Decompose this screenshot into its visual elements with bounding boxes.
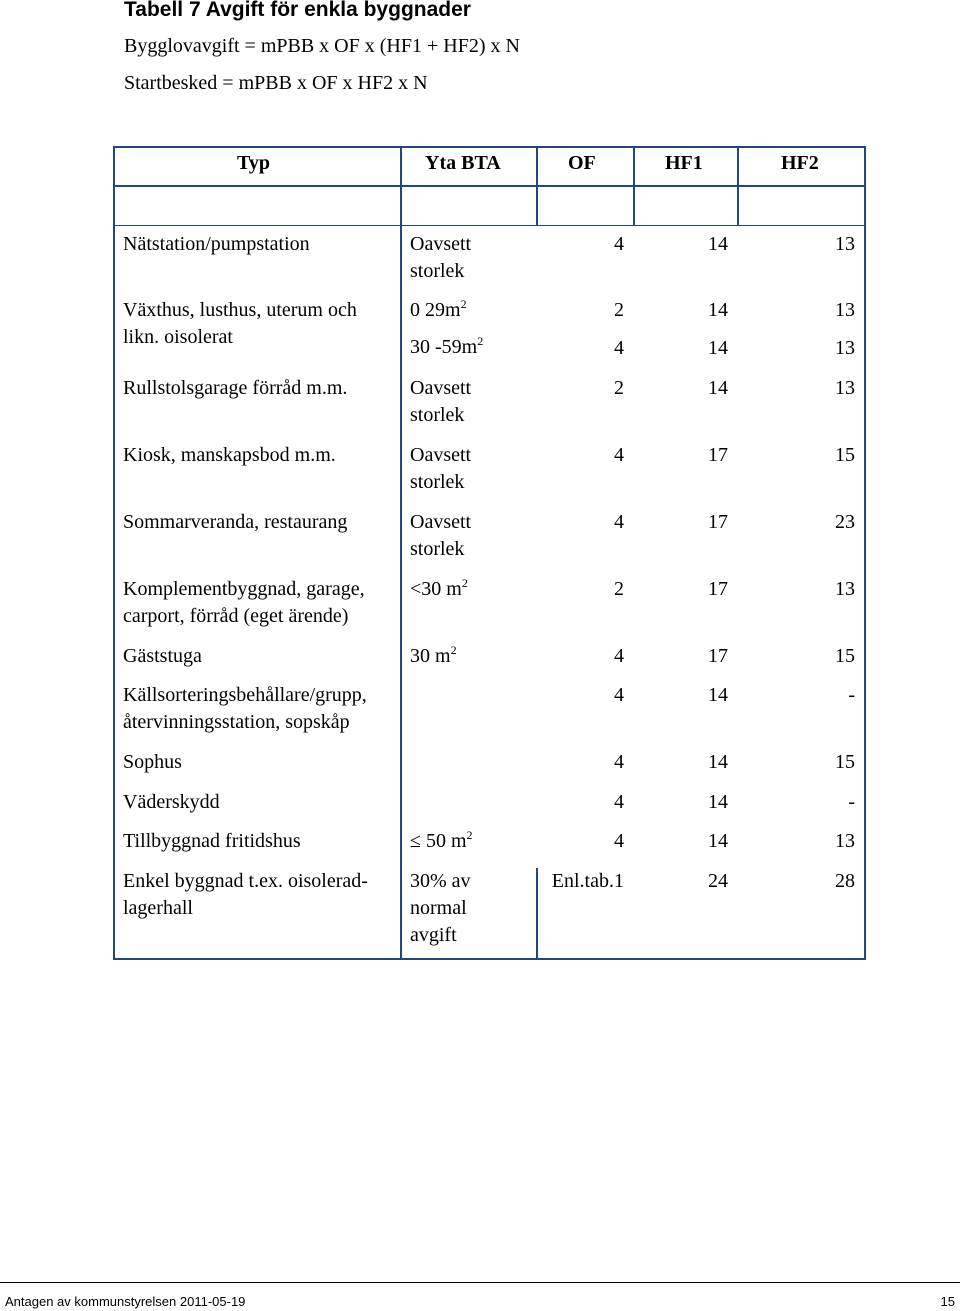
- row-hf2: 28: [835, 870, 855, 892]
- row-hf1: 14: [708, 337, 728, 359]
- row-type: Gäststuga: [123, 645, 202, 667]
- row-area: storlek: [410, 471, 465, 493]
- row-type: lagerhall: [123, 897, 193, 919]
- row-hf2: 13: [835, 377, 855, 399]
- row-type: Källsorteringsbehållare/grupp,: [123, 684, 367, 706]
- header-typ: Typ: [237, 152, 270, 174]
- row-type: Kiosk, manskapsbod m.m.: [123, 444, 336, 466]
- table-heading: Tabell 7 Avgift för enkla byggnader: [124, 0, 471, 21]
- row-of: 4: [614, 791, 624, 813]
- row-area-value: 30 -59m: [410, 336, 478, 358]
- row-type: Sophus: [123, 751, 182, 773]
- row-area-value: 30 m: [410, 645, 451, 667]
- row-of: 2: [614, 377, 624, 399]
- row-type: återvinningsstation, sopskåp: [123, 711, 350, 733]
- row-of: 4: [614, 645, 624, 667]
- header-hf1: HF1: [665, 152, 703, 174]
- table-border-top: [113, 146, 866, 148]
- row-type: likn. oisolerat: [123, 326, 233, 348]
- row-hf2: 13: [835, 233, 855, 255]
- row-type: Sommarveranda, restaurang: [123, 511, 348, 533]
- row-area: normal: [410, 897, 467, 919]
- row-area: storlek: [410, 538, 465, 560]
- row-area: Oavsett: [410, 511, 472, 533]
- row-area: 30% av: [410, 870, 471, 892]
- row-hf2: -: [848, 791, 855, 813]
- row-of: 4: [614, 233, 624, 255]
- row-hf1: 14: [708, 299, 728, 321]
- row-of: 4: [614, 444, 624, 466]
- column-divider-hf1: [737, 146, 739, 226]
- header-yta-bta: Yta BTA: [425, 152, 501, 174]
- row-of: 2: [614, 299, 624, 321]
- column-divider-yta: [536, 146, 538, 226]
- row-of: 4: [614, 684, 624, 706]
- page-footer: [0, 1282, 960, 1311]
- row-hf1: 17: [708, 645, 728, 667]
- row-hf1: 14: [708, 791, 728, 813]
- row-type: Tillbyggnad fritidshus: [123, 830, 301, 852]
- row-hf2: 15: [835, 645, 855, 667]
- row-area-unit-exponent: 2: [450, 643, 457, 657]
- row-hf1: 14: [708, 233, 728, 255]
- row-area: Oavsett: [410, 377, 472, 399]
- row-hf2: -: [848, 684, 855, 706]
- row-area: [410, 828, 473, 855]
- row-hf1: 14: [708, 830, 728, 852]
- row-area: Oavsett: [410, 233, 472, 255]
- less-or-equal-symbol: ≤: [410, 830, 421, 852]
- row-area: [410, 297, 467, 324]
- row-hf1: 24: [708, 870, 728, 892]
- row-hf1: 14: [708, 377, 728, 399]
- header-of: OF: [568, 152, 596, 174]
- row-area-unit-exponent: 2: [461, 576, 468, 590]
- row-area-unit-exponent: 2: [466, 828, 473, 842]
- row-hf1: 17: [708, 511, 728, 533]
- row-type: Växthus, lusthus, uterum och: [123, 299, 357, 321]
- row-type: carport, förråd (eget ärende): [123, 605, 349, 627]
- row-of: 4: [614, 830, 624, 852]
- column-divider-of: [633, 146, 635, 226]
- row-hf1: 14: [708, 751, 728, 773]
- row-hf2: 15: [835, 751, 855, 773]
- row-area-value: 0 29m: [410, 299, 461, 321]
- row-hf2: 13: [835, 337, 855, 359]
- row-area: storlek: [410, 260, 465, 282]
- row-hf2: 13: [835, 578, 855, 600]
- row-area-unit-exponent: 2: [460, 297, 467, 311]
- row-type: Nätstation/pumpstation: [123, 233, 310, 255]
- footer-adoption-note: Antagen av kommunstyrelsen 2011-05-19: [5, 1294, 246, 1309]
- row-area: [410, 334, 483, 361]
- row-area: [410, 643, 457, 670]
- fee-table: [113, 146, 866, 960]
- column-divider-typ: [400, 146, 402, 960]
- row-of: 4: [614, 751, 624, 773]
- row-area-value: <30 m: [410, 578, 462, 600]
- row-type: Rullstolsgarage förråd m.m.: [123, 377, 348, 399]
- bygglov-formula: Bygglovavgift = mPBB x OF x (HF1 + HF2) x N: [124, 35, 520, 57]
- row-of: 4: [614, 337, 624, 359]
- row-hf2: 15: [835, 444, 855, 466]
- table-border-left: [113, 146, 115, 960]
- row-area-unit-exponent: 2: [477, 334, 484, 348]
- row-of: 4: [614, 511, 624, 533]
- row-type: Komplementbyggnad, garage,: [123, 578, 365, 600]
- row-type: Enkel byggnad t.ex. oisolerad-: [123, 870, 368, 892]
- row-of: 2: [614, 578, 624, 600]
- subheader-divider: [113, 225, 866, 226]
- table-border-right: [864, 146, 866, 960]
- table-border-bottom: [113, 958, 866, 960]
- row-hf2: 23: [835, 511, 855, 533]
- row-type: Väderskydd: [123, 791, 220, 813]
- row-hf2: 13: [835, 830, 855, 852]
- row-hf1: 17: [708, 444, 728, 466]
- row-hf1: 17: [708, 578, 728, 600]
- startbesked-formula: Startbesked = mPBB x OF x HF2 x N: [124, 72, 428, 94]
- row-hf2: 13: [835, 299, 855, 321]
- row-area-value: 50 m: [420, 830, 467, 852]
- row-area: avgift: [410, 924, 457, 946]
- row-of: Enl.tab.1: [551, 870, 624, 892]
- header-divider: [113, 185, 866, 187]
- row-hf1: 14: [708, 684, 728, 706]
- row-area: Oavsett: [410, 444, 472, 466]
- row-area: [410, 576, 468, 603]
- page-number: 15: [940, 1294, 955, 1309]
- header-hf2: HF2: [781, 152, 819, 174]
- column-divider-enkel: [536, 868, 538, 960]
- row-area: storlek: [410, 404, 465, 426]
